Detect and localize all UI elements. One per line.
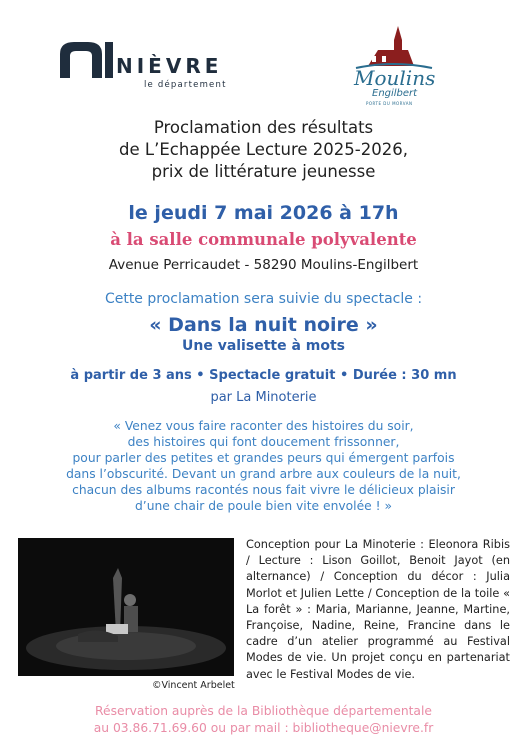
stage-scene-icon: [18, 538, 234, 676]
title-line: de L’Echappée Lecture 2025-2026,: [119, 140, 408, 159]
nievre-n-icon: [58, 40, 114, 80]
photo-caption: ©Vincent Arbelet: [152, 680, 235, 691]
show-subtitle: Une valisette à mots: [181, 338, 345, 354]
quote-line: dans l’obscurité. Devant un grand arbre aux couleurs de la nuit,: [66, 467, 461, 481]
title-line: prix de littérature jeunesse: [151, 162, 376, 181]
nievre-logo-word: NIÈVRE: [116, 54, 223, 78]
event-date: le jeudi 7 mai 2026 à 17h: [128, 202, 399, 224]
event-address: Avenue Perricaudet - 58290 Moulins-Engilbert: [108, 257, 419, 273]
quote-line: d’une chair de poule bien vite envolée ! »: [135, 499, 392, 513]
event-title: [0, 117, 527, 183]
header: [0, 30, 527, 106]
event-venue: à la salle communale polyvalente: [110, 230, 417, 249]
show-credits: Conception pour La Minoterie : Eleonora Ribis / Lecture : Lison Goillot, Benoit Jayot (en alternance) / Conception du décor : Julia Morlot et Julien Lette / Conception de la toile « La forêt » : Maria, Marianne, Jeanne, Martine, Françoise, Nadine, Reine, Francine dans le cadre d’un atelier programmé au Festival Modes de vie. Un projet conçu en partenariat avec le Festival Modes de vie.: [246, 538, 510, 681]
footer-line: Réservation auprès de la Bibliothèque départementale: [95, 704, 432, 718]
quote-line: pour parler des petites et grandes peurs qui émergent parfois: [72, 451, 455, 465]
nievre-logo: [58, 40, 228, 90]
show-intro: Cette proclamation sera suivie du spectacle :: [104, 291, 423, 307]
show-description-quote: [0, 418, 527, 514]
footer-line: au 03.86.71.69.60 ou par mail : bibliotheque@nievre.fr: [93, 721, 434, 735]
title-line: Proclamation des résultats: [153, 118, 374, 137]
quote-line: des histoires qui font doucement frissonner,: [127, 435, 400, 449]
show-company: par La Minoterie: [210, 390, 317, 405]
quote-line: chacun des albums racontés nous fait vivre le délicieux plaisir: [72, 483, 455, 497]
show-title: « Dans la nuit noire »: [149, 314, 378, 336]
moulins-engilbert-logo: [348, 30, 438, 110]
moulins-logo-tagline: PORTE DU MORVAN: [366, 101, 413, 106]
show-info: à partir de 3 ans • Spectacle gratuit • Durée : 30 mn: [70, 368, 457, 383]
nievre-logo-subtitle: le département: [144, 80, 227, 90]
quote-line: « Venez vous faire raconter des histoires du soir,: [113, 419, 414, 433]
moulins-logo-word: Moulins: [354, 66, 436, 90]
moulins-logo-subtitle: Engilbert: [372, 88, 418, 99]
reservation-footer: [0, 703, 527, 737]
show-photo: [18, 538, 234, 676]
